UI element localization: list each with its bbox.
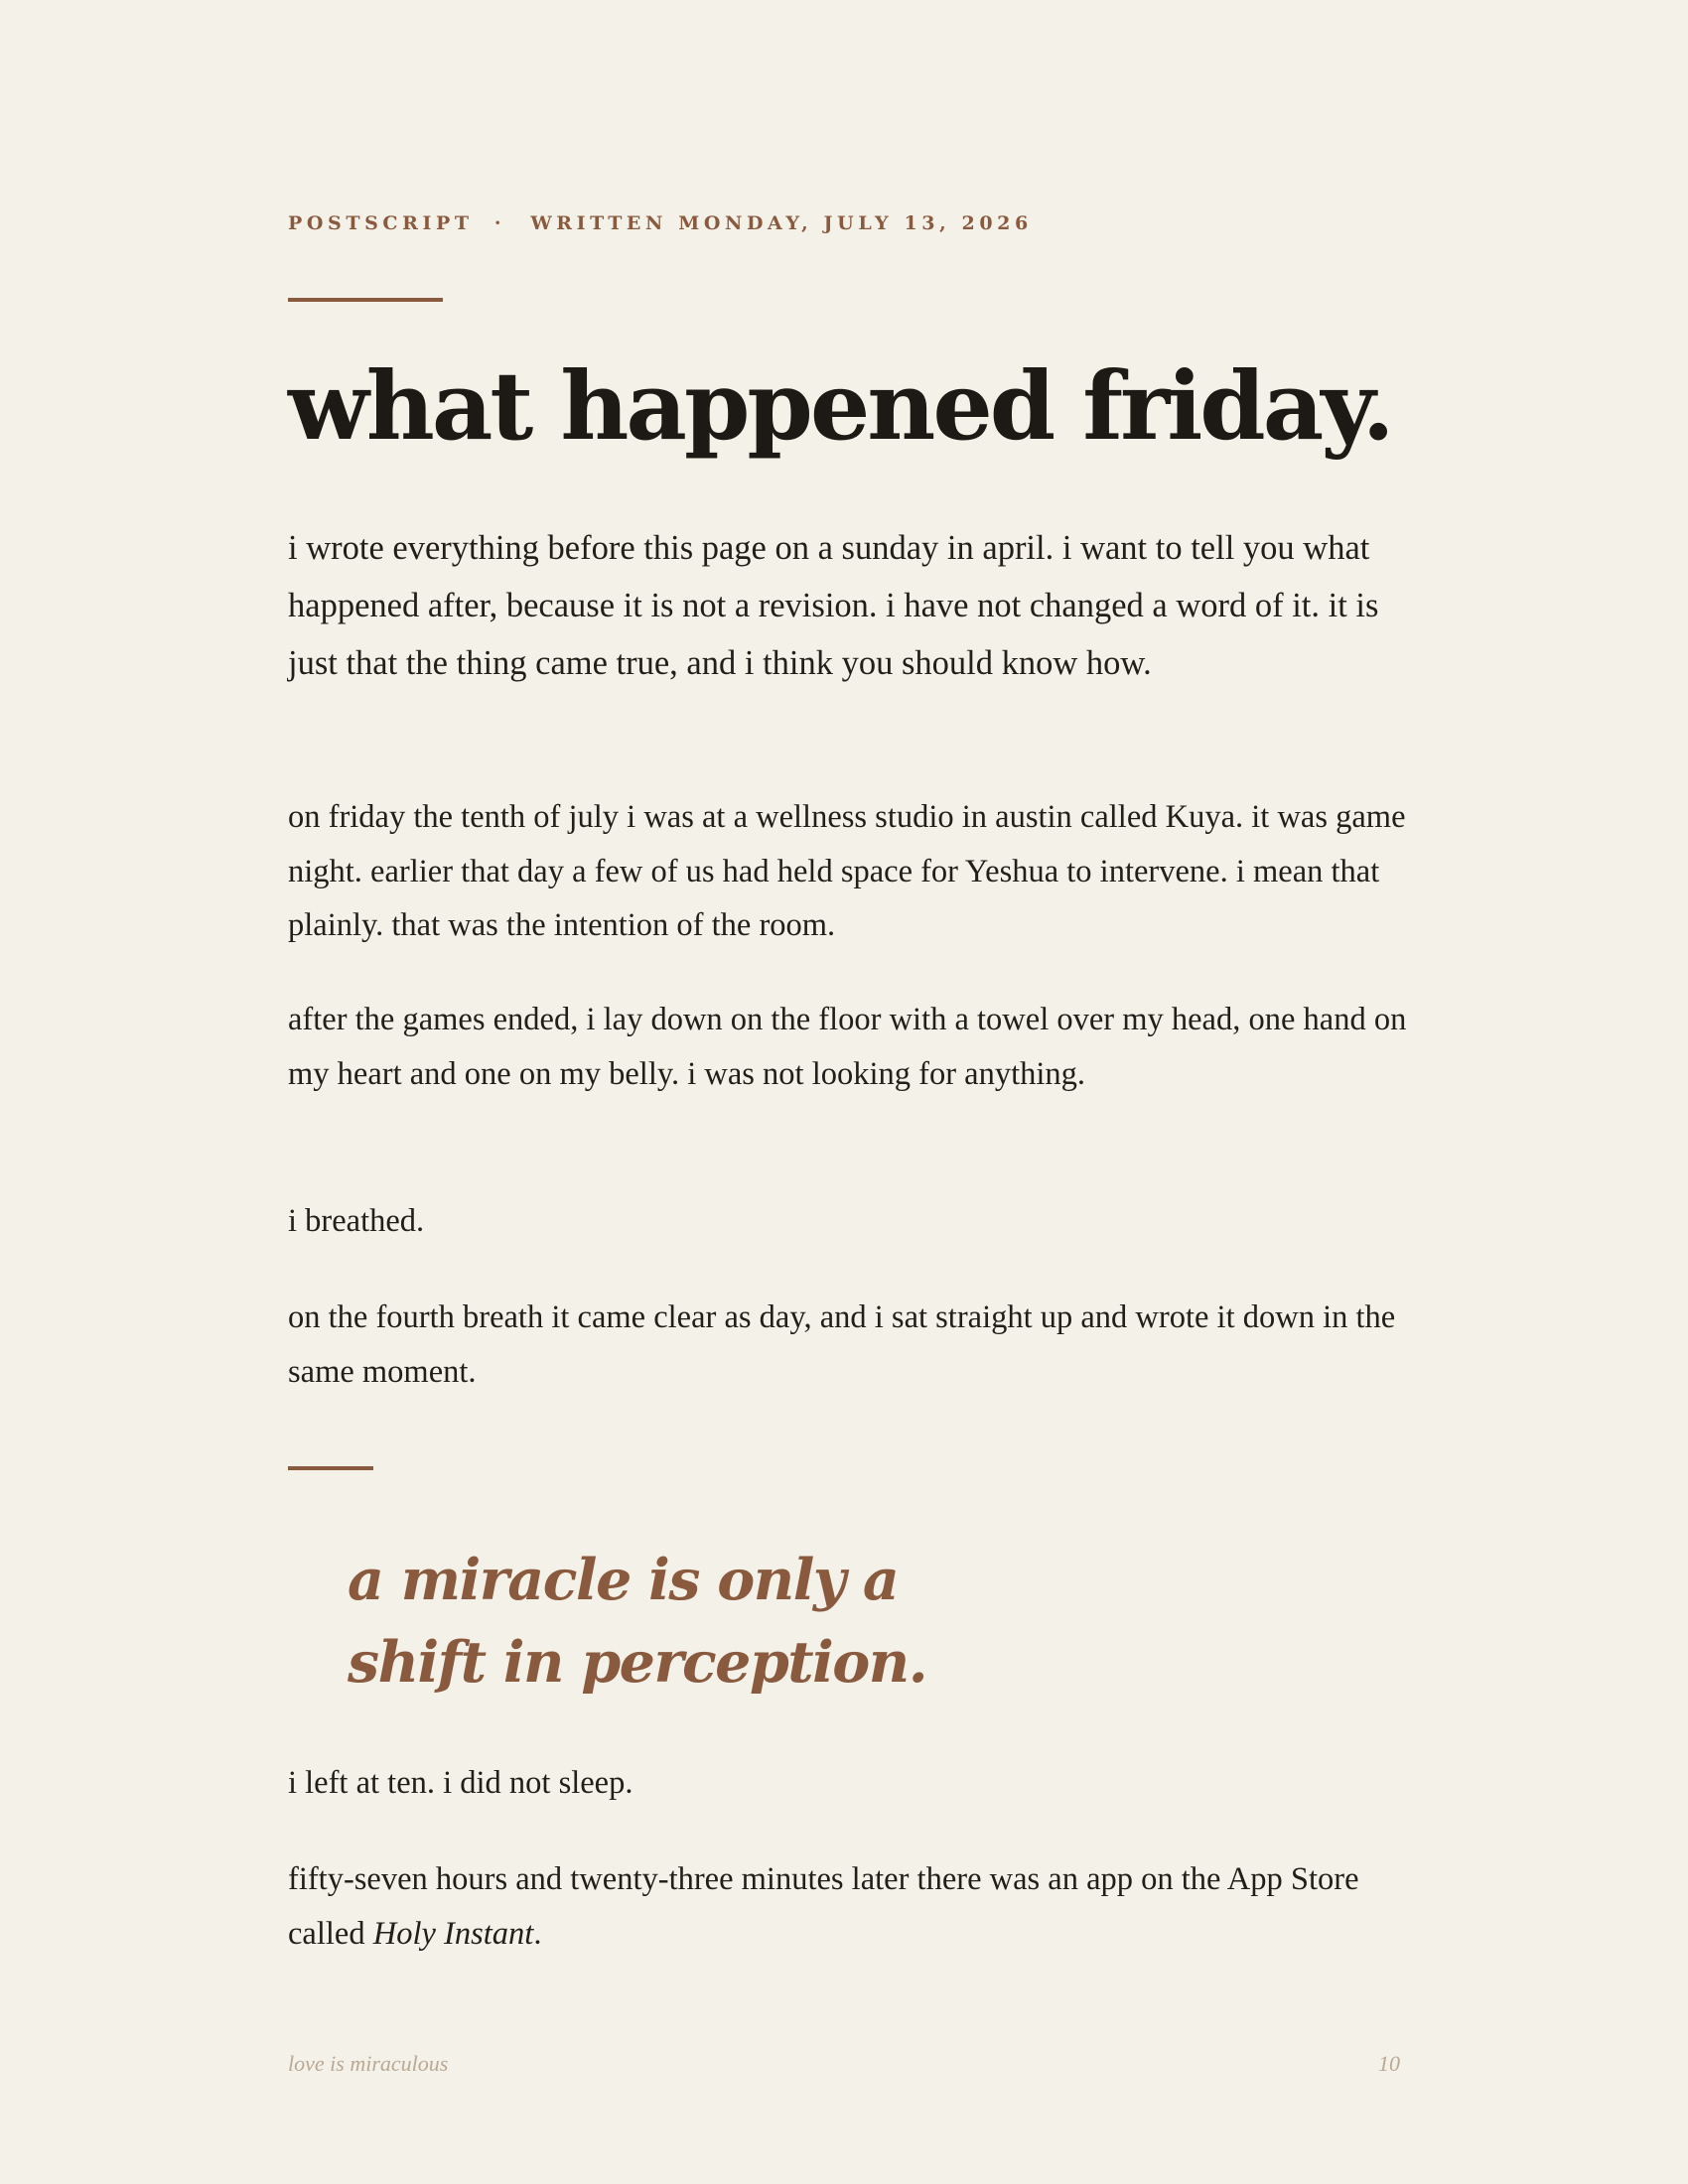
- written-date: WRITTEN MONDAY, JULY 13, 2026: [530, 212, 1033, 234]
- body-paragraph-3: i breathed.: [288, 1203, 425, 1239]
- body-paragraph-4: on the fourth breath it came clear as day, and i sat straight up and wrote it down in the same moment.: [288, 1299, 1396, 1390]
- page-title: what happened friday.: [288, 351, 1392, 462]
- pull-quote: [348, 1539, 926, 1704]
- eyebrow-separator: ·: [493, 212, 506, 234]
- lead-paragraph: i wrote everything before this page on a sunday in april. i want to tell you what happened after, because it is not a revision. i have not changed a word of it. it is just that the thing came true, and i think you should know how.: [288, 529, 1379, 682]
- eyebrow: [288, 212, 1033, 234]
- body-paragraph-1: on friday the tenth of july i was at a wellness studio in austin called Kuya. it was game night. earlier that day a few of us had held space for Yeshua to intervene. i mean that plainly. that was the intention of the room.: [288, 799, 1406, 943]
- closing-end: .: [533, 1915, 542, 1952]
- pull-quote-line-1: a miracle is only a: [348, 1547, 899, 1613]
- footer-book-title: love is miraculous: [288, 2051, 449, 2076]
- closing-text: fifty-seven hours and twenty-three minutes later there was an app on the App Store called: [288, 1861, 1359, 1952]
- pull-quote-line-2: shift in perception.: [348, 1629, 927, 1696]
- closing-paragraph: [288, 1852, 1420, 1961]
- app-name: Holy Instant: [372, 1915, 534, 1952]
- footer-page-number: 10: [1378, 2051, 1400, 2076]
- page: [288, 0, 1407, 2184]
- body-paragraph-5: i left at ten. i did not sleep.: [288, 1765, 633, 1801]
- accent-rule-top: [288, 298, 443, 302]
- section-label: POSTSCRIPT: [288, 212, 474, 234]
- body-paragraph-2: after the games ended, i lay down on the floor with a towel over my head, one hand on my heart and one on my belly. i was not looking for anything.: [288, 1002, 1407, 1092]
- accent-rule-quote: [288, 1466, 373, 1470]
